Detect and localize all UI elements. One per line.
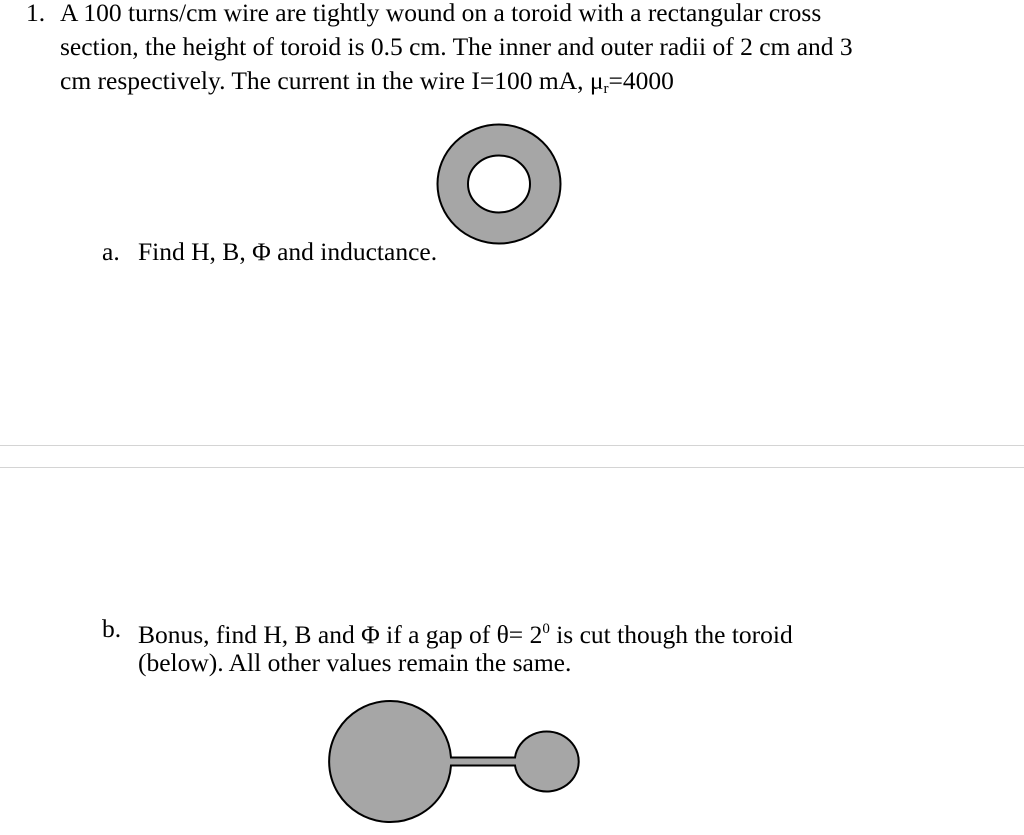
part-b-line-1-text: Bonus, find H, B and Φ if a gap of θ= 2 xyxy=(138,620,543,649)
divider-bottom xyxy=(0,467,1024,468)
problem-number: 1. xyxy=(26,0,46,27)
degree-superscript: 0 xyxy=(542,621,550,637)
gapped-toroid-figure xyxy=(448,702,572,826)
part-a-label: a. xyxy=(102,237,120,266)
part-b-label: b. xyxy=(102,614,122,643)
problem-line-3 xyxy=(60,64,674,106)
problem-line-3-value: =4000 xyxy=(608,66,674,95)
toroid-ring xyxy=(438,125,561,244)
toroid-figure xyxy=(436,123,562,245)
problem-line-1: A 100 turns/cm wire are tightly wound on a toroid with a rectangular cross xyxy=(60,0,822,27)
gapped-toroid-ring xyxy=(329,701,579,822)
mu-subscript: r xyxy=(603,81,609,97)
part-a-text: Find H, B, Φ and inductance. xyxy=(138,237,438,266)
part-b-line-2: (below). All other values remain the same. xyxy=(138,648,572,677)
problem-line-3-text: cm respectively. The current in the wire I=100 mA, μ xyxy=(60,66,604,95)
part-b-line-1-end: is cut though the toroid xyxy=(549,620,793,649)
problem-line-2: section, the height of toroid is 0.5 cm. The inner and outer radii of 2 cm and 3 xyxy=(60,32,853,61)
divider-top xyxy=(0,445,1024,446)
